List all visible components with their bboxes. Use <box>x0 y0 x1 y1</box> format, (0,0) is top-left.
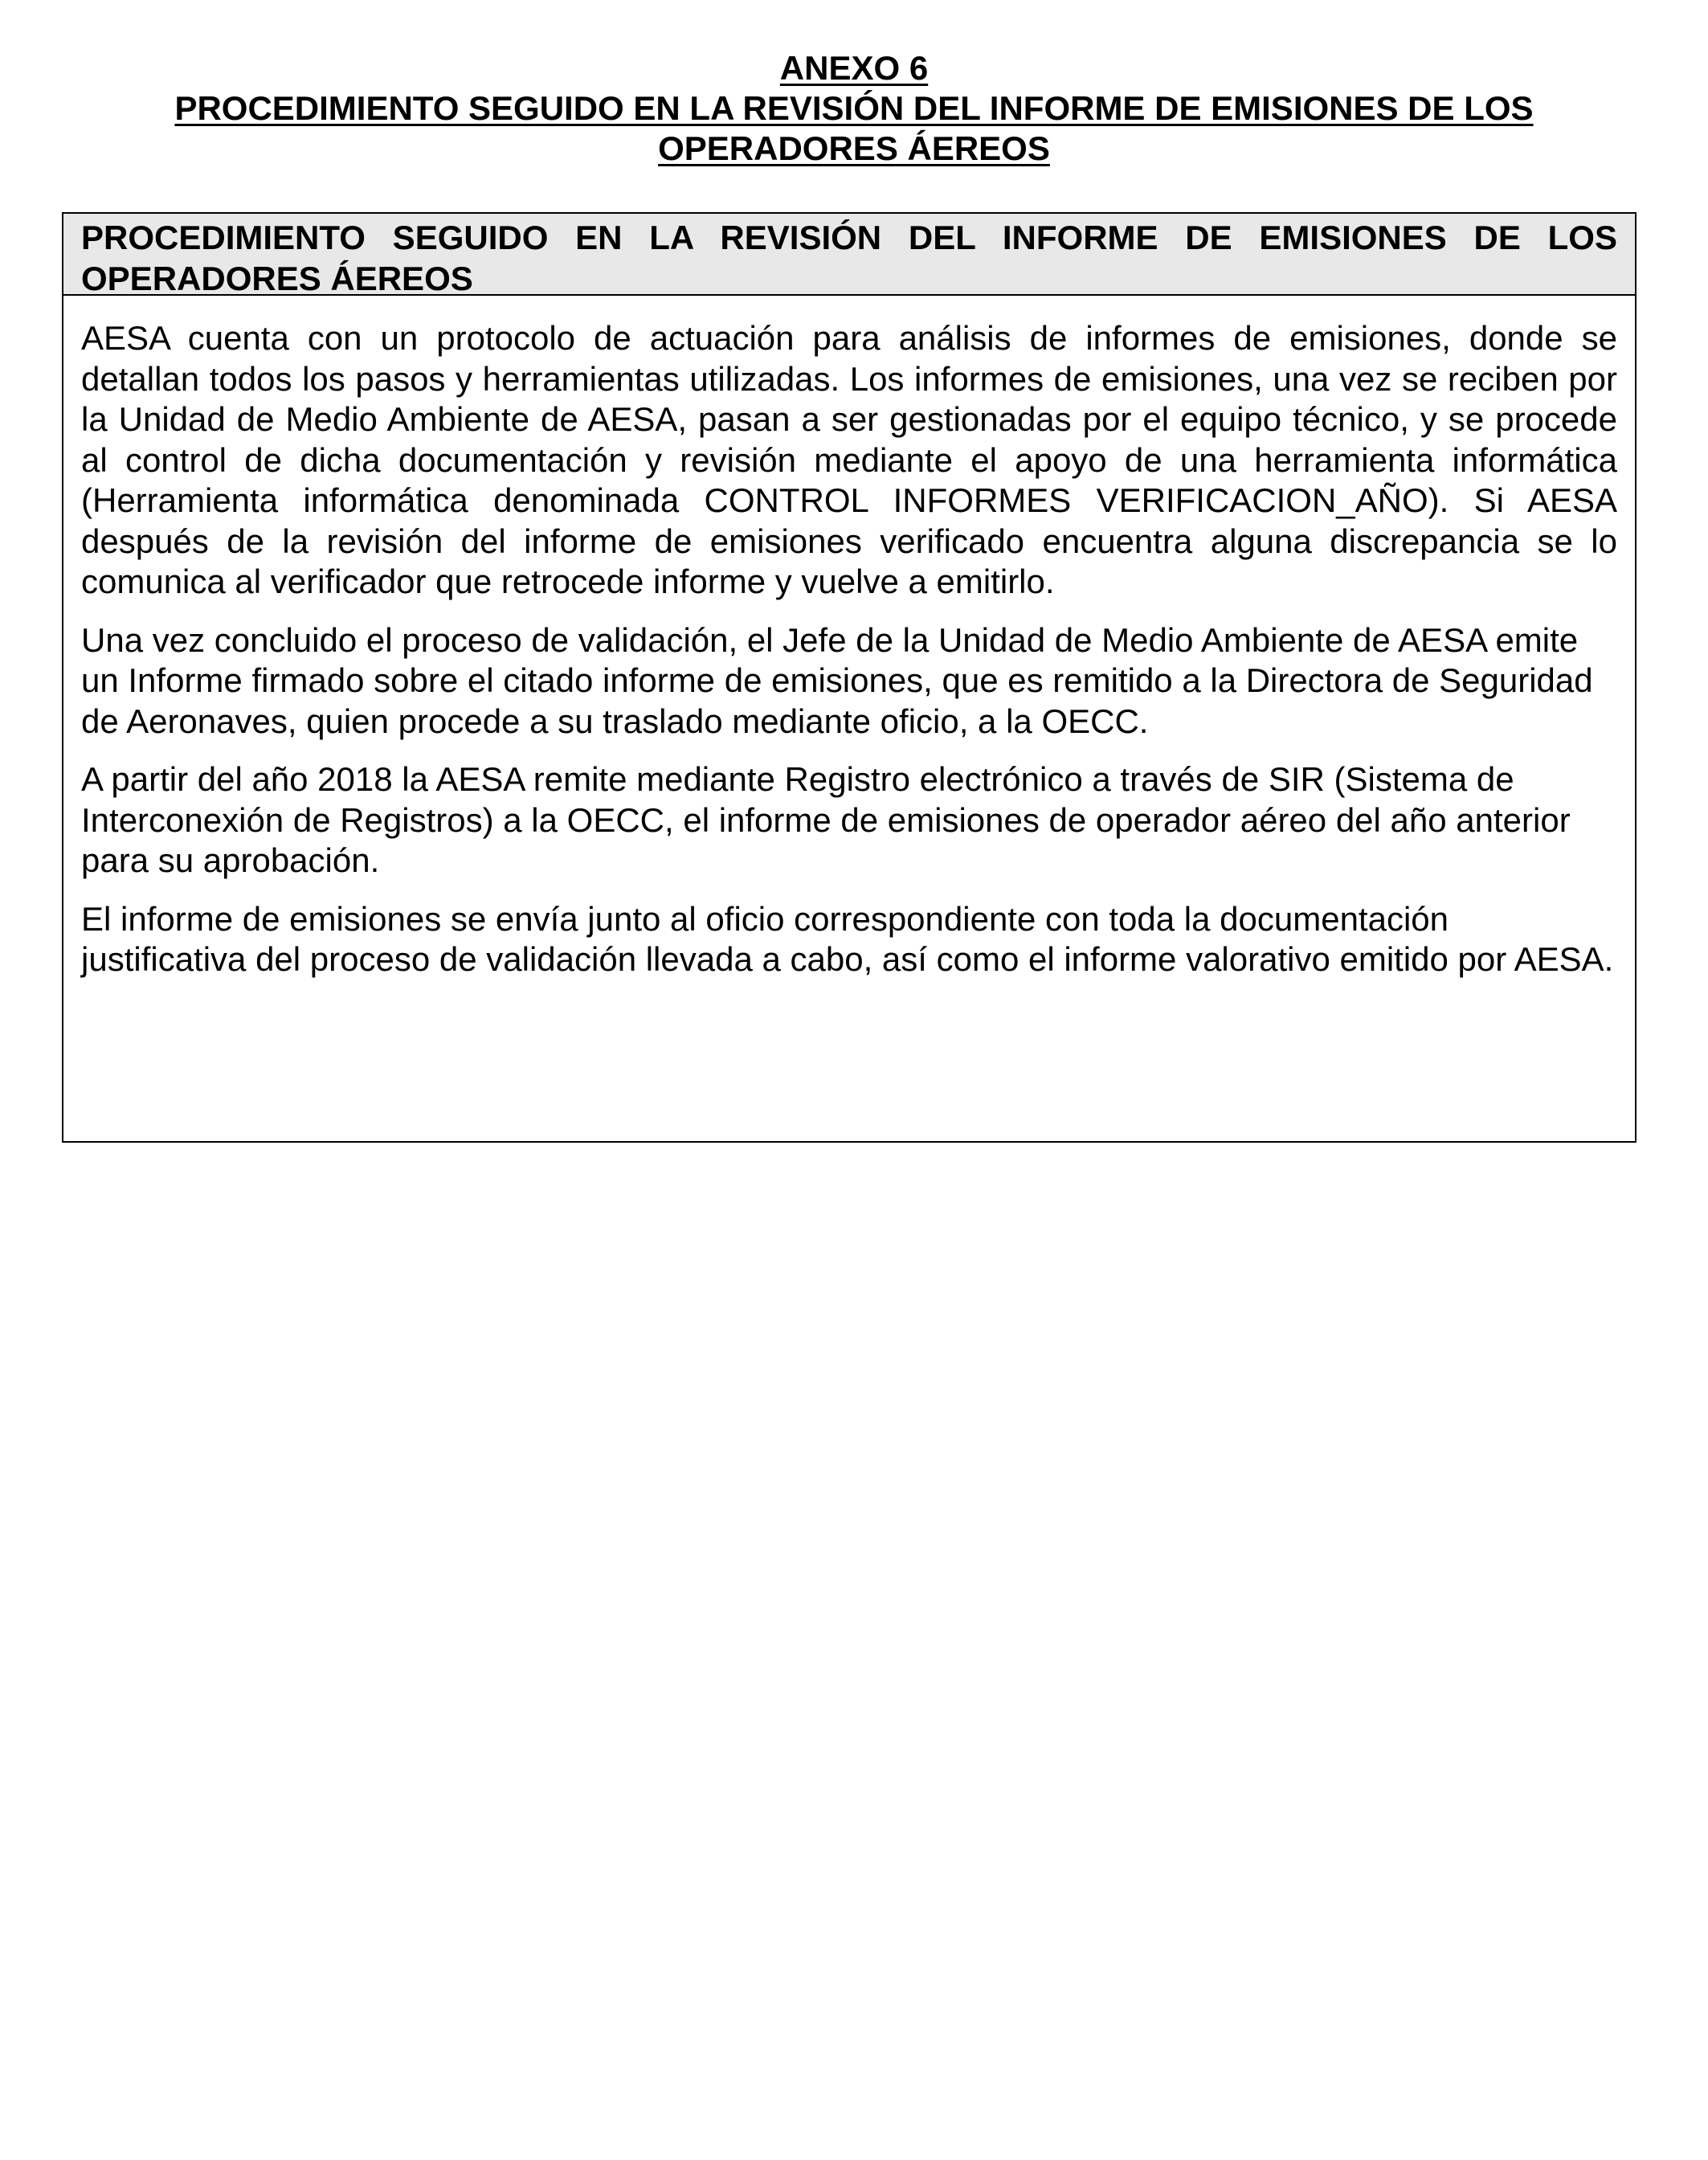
page-heading <box>0 48 1708 169</box>
annex-title-line-2: OPERADORES ÁEREOS <box>658 129 1050 167</box>
procedure-box <box>62 212 1636 1143</box>
annex-title-line-1: PROCEDIMIENTO SEGUIDO EN LA REVISIÓN DEL INFORME DE EMISIONES DE LOS <box>174 89 1534 127</box>
procedure-box-body <box>63 296 1635 980</box>
paragraph-documentation: El informe de emisiones se envía junto al oficio correspondiente con toda la documentación justificativa del proceso de validación llevada a cabo, así como el informe valorativo emitido por AESA. <box>81 899 1614 978</box>
annex-number: ANEXO 6 <box>779 49 929 87</box>
paragraph-registry: A partir del año 2018 la AESA remite mediante Registro electrónico a través de SIR (Sistema de Interconexión de Registros) a la OECC, el informe de emisiones de operador aéreo del año anterior para su aprobación. <box>81 760 1571 879</box>
paragraph-protocol: AESA cuenta con un protocolo de actuación para análisis de informes de emisiones, donde se detallan todos los pasos y herramientas utilizadas. Los informes de emisiones, una vez se reciben por la Unidad de Medio Ambiente de AESA, pasan a ser gestionadas por el equipo técnico, y se procede al control de dicha documentación y revisión mediante el apoyo de una herramienta informática (Herramienta informática denominada CONTROL INFORMES VERIFICACION_AÑO). Si AESA después de la revisión del informe de emisiones verificado encuentra alguna discrepancia se lo comunica al verificador que retrocede informe y vuelve a emitirlo. <box>81 319 1617 600</box>
paragraph-validation: Una vez concluido el proceso de validación, el Jefe de la Unidad de Medio Ambiente de AESA emite un Informe firmado sobre el citado informe de emisiones, que es remitido a la Directora de Seguridad de Aeronaves, quien procede a su traslado mediante oficio, a la OECC. <box>81 620 1593 740</box>
procedure-box-header: PROCEDIMIENTO SEGUIDO EN LA REVISIÓN DEL INFORME DE EMISIONES DE LOS OPERADORES ÁEREOS <box>63 214 1635 296</box>
